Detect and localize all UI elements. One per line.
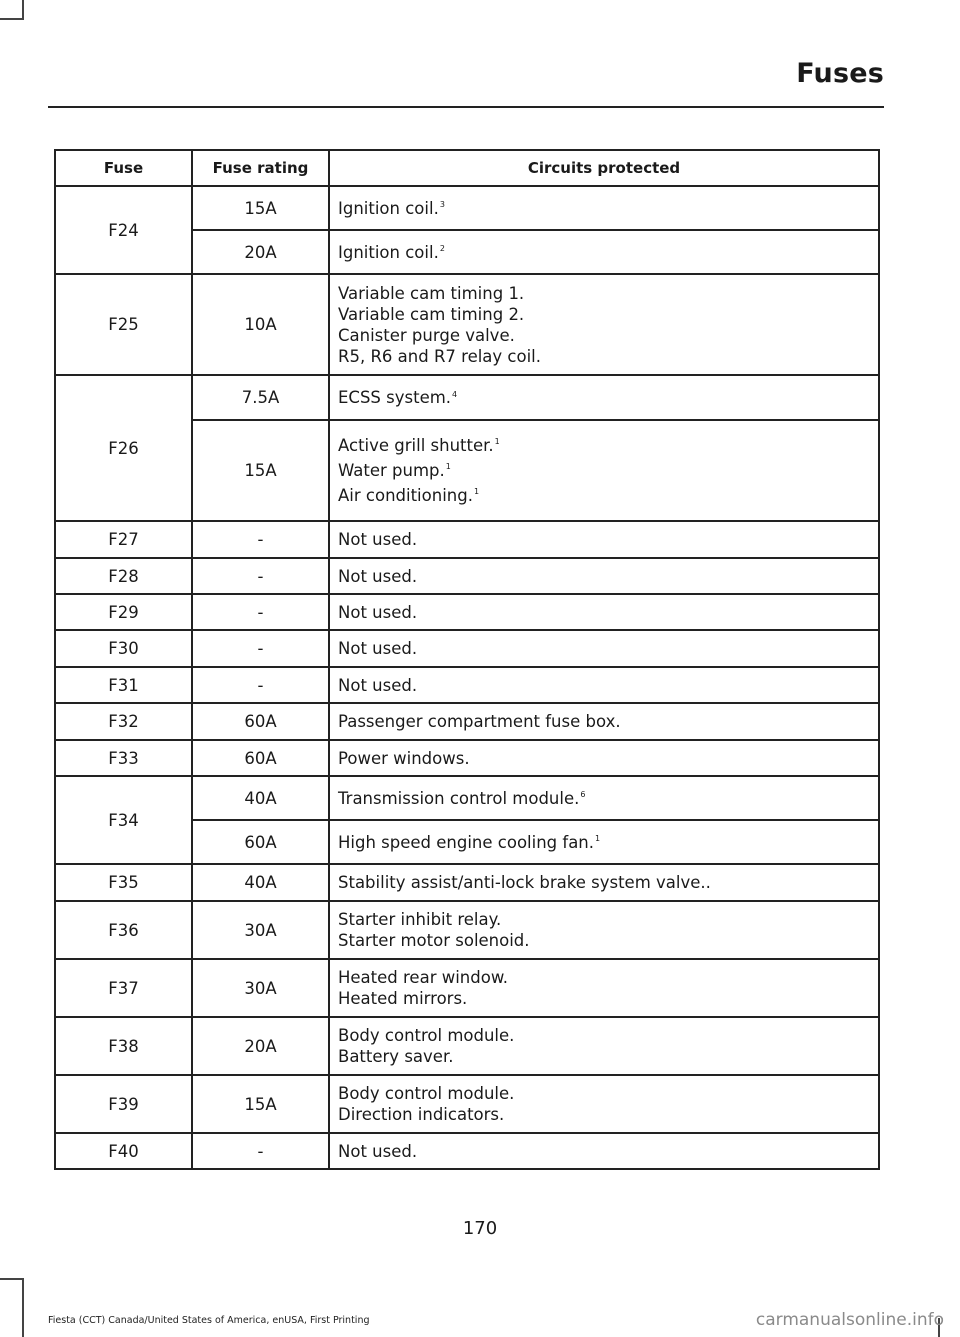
- circuit-line: [338, 1104, 870, 1125]
- footnote-marker: 1: [473, 487, 480, 496]
- circuits-cell: [329, 864, 879, 901]
- circuit-line: [338, 1141, 870, 1162]
- circuit-text: Air conditioning.: [338, 485, 473, 505]
- circuit-text: High speed engine cooling fan.: [338, 832, 595, 852]
- table-row: [55, 521, 879, 558]
- circuits-cell: [329, 959, 879, 1017]
- circuits-cell: [329, 558, 879, 594]
- fuse-cell: F36: [55, 901, 192, 959]
- circuits-cell: [329, 375, 879, 420]
- crop-mark-top-left-v: [22, 0, 24, 18]
- fuse-rating-cell: 15A: [192, 420, 329, 521]
- table-row: [55, 740, 879, 776]
- circuit-text: Heated rear window.: [338, 968, 509, 987]
- fuse-cell: F28: [55, 558, 192, 594]
- circuits-cell: [329, 230, 879, 274]
- fuse-rating-cell: -: [192, 594, 329, 630]
- fuse-rating-cell: 40A: [192, 864, 329, 901]
- table-row: [55, 558, 879, 594]
- circuit-text: R5, R6 and R7 relay coil.: [338, 346, 542, 366]
- circuit-line: [338, 748, 870, 769]
- circuit-line: [338, 283, 870, 304]
- circuit-text: Not used.: [338, 602, 418, 622]
- circuit-line: [338, 872, 870, 893]
- circuit-line: [338, 485, 870, 506]
- crop-mark-bottom-left-h: [0, 1278, 24, 1280]
- fuse-rating-cell: 15A: [192, 186, 329, 230]
- circuits-cell: [329, 1075, 879, 1133]
- fuse-cell: F33: [55, 740, 192, 776]
- fuse-rating-cell: -: [192, 630, 329, 667]
- header-rule: [48, 106, 884, 108]
- fuse-rating-cell: 20A: [192, 230, 329, 274]
- circuit-text: Not used.: [338, 1141, 418, 1161]
- page-number: 170: [462, 1218, 498, 1239]
- table-row: [55, 667, 879, 703]
- circuit-line: [338, 909, 870, 930]
- circuit-line: [338, 1046, 870, 1067]
- footnote-marker: 4: [452, 389, 458, 399]
- circuit-line: [338, 988, 870, 1009]
- table-row: [55, 1075, 879, 1133]
- table-row: [55, 594, 879, 630]
- column-header-fuse-rating: Fuse rating: [192, 150, 329, 186]
- circuit-line: [338, 304, 870, 325]
- circuit-line: [338, 387, 870, 408]
- table-row: [55, 864, 879, 901]
- circuit-text: Water pump.: [338, 460, 445, 480]
- circuit-text: Not used.: [338, 675, 418, 695]
- circuits-cell: [329, 630, 879, 667]
- fuse-rating-cell: -: [192, 521, 329, 558]
- circuit-line: [338, 435, 870, 456]
- table-row: [55, 375, 879, 420]
- circuits-cell: [329, 667, 879, 703]
- circuit-line: [338, 529, 870, 550]
- circuit-text: Stability assist/anti-lock brake system valve..: [338, 873, 711, 892]
- circuit-line: [338, 711, 870, 732]
- circuit-text: Transmission control module.: [338, 788, 580, 808]
- footnote-marker: 3: [439, 200, 445, 209]
- column-header-fuse: Fuse: [55, 150, 192, 186]
- circuits-cell: [329, 594, 879, 630]
- fuse-rating-cell: 60A: [192, 703, 329, 740]
- fuse-rating-cell: -: [192, 558, 329, 594]
- circuit-text: Starter motor solenoid.: [338, 931, 530, 950]
- fuse-cell: F24: [55, 186, 192, 274]
- circuit-line: [338, 325, 870, 346]
- circuit-line: [338, 242, 870, 263]
- circuit-text: Variable cam timing 1.: [338, 283, 525, 303]
- circuit-text: Battery saver.: [338, 1047, 454, 1066]
- fuse-cell: F31: [55, 667, 192, 703]
- footnote-marker: 1: [494, 437, 500, 446]
- circuits-cell: [329, 420, 879, 521]
- table-row: [55, 776, 879, 820]
- table-row: [55, 1133, 879, 1169]
- fuse-rating-cell: 7.5A: [192, 375, 329, 420]
- fuse-cell: F30: [55, 630, 192, 667]
- fuse-cell: F38: [55, 1017, 192, 1075]
- fuse-rating-cell: -: [192, 1133, 329, 1169]
- fuse-rating-cell: 10A: [192, 274, 329, 375]
- fuse-table-body: [55, 186, 879, 1169]
- circuit-line: [338, 930, 870, 951]
- edition-footer: Fiesta (CCT) Canada/United States of America, enUSA, First Printing: [48, 1315, 370, 1326]
- circuit-text: Not used.: [338, 530, 418, 549]
- page-title: Fuses: [796, 58, 884, 89]
- circuits-cell: [329, 521, 879, 558]
- fuse-cell: F39: [55, 1075, 192, 1133]
- fuse-cell: F26: [55, 375, 192, 521]
- fuse-cell: F25: [55, 274, 192, 375]
- fuse-rating-cell: 30A: [192, 959, 329, 1017]
- circuit-text: Direction indicators.: [338, 1105, 505, 1124]
- footnote-marker: 2: [439, 244, 445, 253]
- table-row: [55, 186, 879, 230]
- fuse-rating-cell: 60A: [192, 820, 329, 864]
- circuit-line: [338, 675, 870, 696]
- circuits-cell: [329, 274, 879, 375]
- circuit-line: [338, 1083, 870, 1104]
- fuse-cell: F32: [55, 703, 192, 740]
- fuse-rating-cell: -: [192, 667, 329, 703]
- column-header-circuits-protected: Circuits protected: [329, 150, 879, 186]
- circuit-line: [338, 788, 870, 809]
- circuit-line: [338, 460, 870, 481]
- circuit-line: [338, 832, 870, 853]
- circuits-cell: [329, 820, 879, 864]
- circuit-line: [338, 602, 870, 623]
- circuits-cell: [329, 703, 879, 740]
- circuits-cell: [329, 740, 879, 776]
- circuits-cell: [329, 776, 879, 820]
- fuse-cell: F35: [55, 864, 192, 901]
- circuit-line: [338, 198, 870, 219]
- fuse-cell: F27: [55, 521, 192, 558]
- fuse-rating-cell: 40A: [192, 776, 329, 820]
- circuit-text: Passenger compartment fuse box.: [338, 712, 621, 731]
- fuse-cell: F29: [55, 594, 192, 630]
- fuse-rating-cell: 20A: [192, 1017, 329, 1075]
- circuit-line: [338, 967, 870, 988]
- footnote-marker: 1: [595, 834, 601, 843]
- fuse-cell: F37: [55, 959, 192, 1017]
- circuit-text: Starter inhibit relay.: [338, 910, 502, 929]
- footnote-marker: 6: [580, 790, 586, 799]
- circuits-cell: [329, 1133, 879, 1169]
- table-row: [55, 703, 879, 740]
- circuit-text: Heated mirrors.: [338, 989, 468, 1008]
- table-header-row: [55, 150, 879, 186]
- watermark: carmanualsonline.info: [755, 1310, 944, 1330]
- circuit-text: Ignition coil.: [338, 198, 439, 218]
- table-row: [55, 959, 879, 1017]
- circuit-text: ECSS system.: [338, 388, 452, 407]
- circuit-text: Active grill shutter.: [338, 435, 494, 455]
- fuse-table: [54, 149, 880, 1170]
- circuit-text: Variable cam timing 2.: [338, 304, 525, 324]
- table-row: [55, 274, 879, 375]
- circuits-cell: [329, 901, 879, 959]
- circuit-text: Canister purge valve.: [338, 325, 515, 345]
- table-row: [55, 901, 879, 959]
- fuse-rating-cell: 60A: [192, 740, 329, 776]
- circuit-line: [338, 566, 870, 587]
- circuits-cell: [329, 1017, 879, 1075]
- circuit-text: Body control module.: [338, 1026, 515, 1045]
- fuse-cell: F34: [55, 776, 192, 864]
- table-row: [55, 630, 879, 667]
- footnote-marker: 1: [445, 462, 451, 471]
- circuit-text: Body control module.: [338, 1084, 515, 1103]
- fuse-cell: F40: [55, 1133, 192, 1169]
- circuits-cell: [329, 186, 879, 230]
- circuit-text: Not used.: [338, 639, 418, 658]
- circuit-text: Not used.: [338, 566, 418, 586]
- crop-mark-bottom-left-v: [22, 1278, 24, 1337]
- crop-mark-top-left-h: [0, 18, 24, 20]
- circuit-line: [338, 346, 870, 367]
- fuse-rating-cell: 30A: [192, 901, 329, 959]
- circuit-text: Power windows.: [338, 748, 470, 768]
- fuse-rating-cell: 15A: [192, 1075, 329, 1133]
- table-row: [55, 1017, 879, 1075]
- circuit-line: [338, 1025, 870, 1046]
- circuit-line: [338, 638, 870, 659]
- circuit-text: Ignition coil.: [338, 242, 439, 262]
